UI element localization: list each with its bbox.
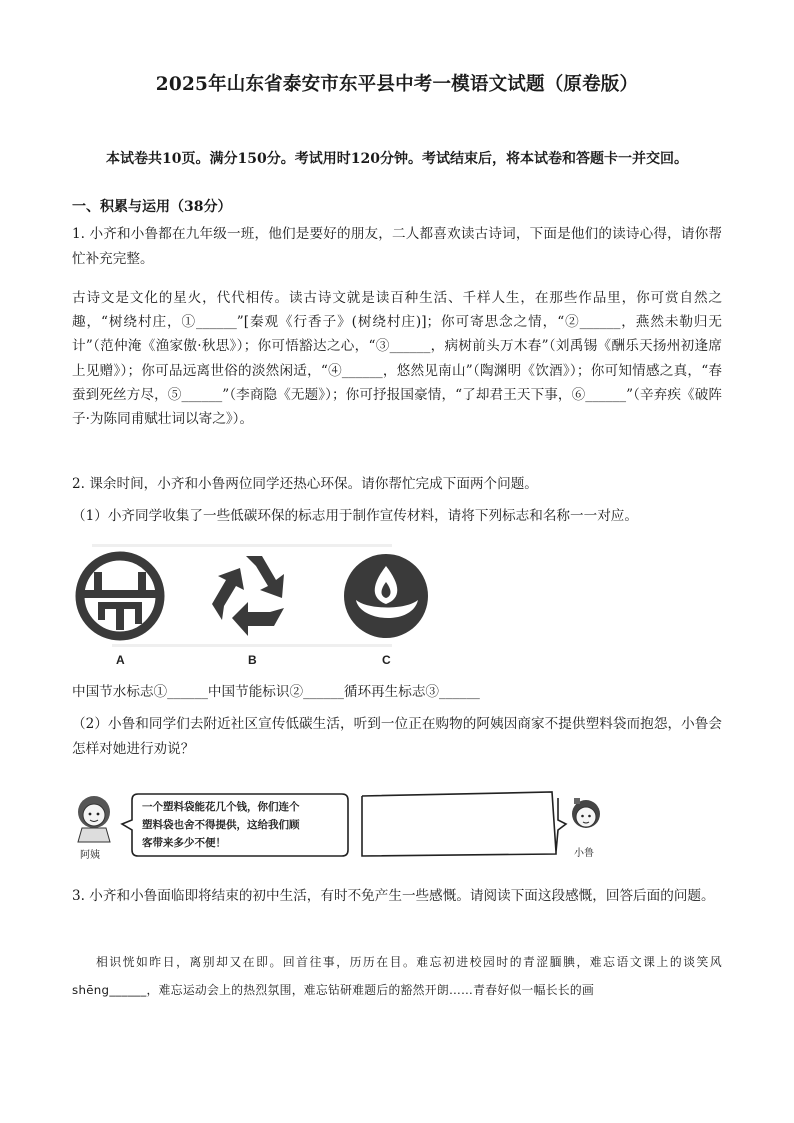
question-2-part1: （1）小齐同学收集了一些低碳环保的标志用于制作宣传材料，请将下列标志和名称一一对应。: [72, 508, 638, 524]
xiaolu-figure-icon: [572, 798, 600, 828]
aunt-label: 阿姨: [80, 850, 100, 861]
question-1-intro: 1. 小齐和小鲁都在九年级一班，他们是要好的朋友，二人都喜欢读古诗词，下面是他们的读诗心得，请你帮忙补充完整。: [72, 226, 722, 267]
logo-label-c: C: [382, 653, 391, 667]
question-3-intro: 3. 小齐和小鲁面临即将结束的初中生活，有时不免产生一些感慨。请阅读下面这段感慨，回答后面的问题。: [72, 888, 715, 904]
question-1-body: 古诗文是文化的星火，代代相传。读古诗文就是读百种生活、千样人生，在那些作品里，你可赏自然之趣，“树绕村庄，①______”[秦观《行香子》(树绕村庄)]；你可寄思念之情，“②______，燕然未勒归无计”（范仲淹《渔家傲·秋思》）；你可悟豁达之心，“③______，病树前头万木春”（刘禹锡《酬乐天扬州初逢席上见赠》）；你可品远离世俗的淡然闲适，“④______，悠然见南山”（陶渊明《饮酒》）；你可知情感之真，“春蚕到死丝方尽，⑤______”（李商隐《无题》）；你可抒报国豪情，“了却君王天下事，⑥______”（辛弃疾《破阵子·为陈同甫赋壮词以寄之》）。: [72, 290, 722, 428]
recycle-logo-icon: [212, 556, 284, 636]
aunt-speech-line-2: 塑料袋也舍不得提供，这给我们顾: [142, 819, 300, 831]
answer-speech-bubble: [362, 792, 566, 852]
logo-label-b: B: [248, 653, 257, 667]
xiaolu-label: 小鲁: [574, 848, 594, 859]
aunt-speech-line-1: 一个塑料袋能花几个钱，你们连个: [142, 801, 300, 813]
aunt-speech-line-3: 客带来多少不便！: [142, 837, 226, 849]
page-title: 2025年山东省泰安市东平县中考一模语文试题（原卷版）: [155, 74, 639, 95]
question-2-part2: （2）小鲁和同学们去附近社区宣传低碳生活，听到一位正在购物的阿姨因商家不提供塑料袋而抱怨，小鲁会怎样对她进行劝说？: [72, 716, 722, 757]
aunt-figure-icon: [78, 796, 110, 842]
exam-notice: 本试卷共10页。满分150分。考试用时120分钟。考试结束后，将本试卷和答题卡一并交回。: [106, 151, 688, 167]
question-2-intro: 2. 课余时间，小齐和小鲁两位同学还热心环保。请你帮忙完成下面两个问题。: [72, 476, 538, 492]
water-saving-logo-icon: [80, 556, 160, 636]
logo-label-a: A: [116, 653, 125, 667]
section-heading: 一、积累与运用（38分）: [72, 199, 232, 215]
aunt-speech-bubble: [122, 794, 348, 856]
dialogue-comic: [72, 790, 612, 862]
eco-logos: [72, 540, 432, 668]
energy-saving-logo-icon: [344, 554, 428, 638]
logo-match-line: 中国节水标志①______中国节能标识②______循环再生标志③______: [72, 684, 480, 700]
question-3-passage: 相识恍如昨日，离别却又在即。回首往事，历历在目。难忘初进校园时的青涩腼腆，难忘语文课上的谈笑风 shēng______，难忘运动会上的热烈氛围，难忘钻研难题后的豁然开朗……青春好似一幅长长的画: [72, 955, 722, 997]
